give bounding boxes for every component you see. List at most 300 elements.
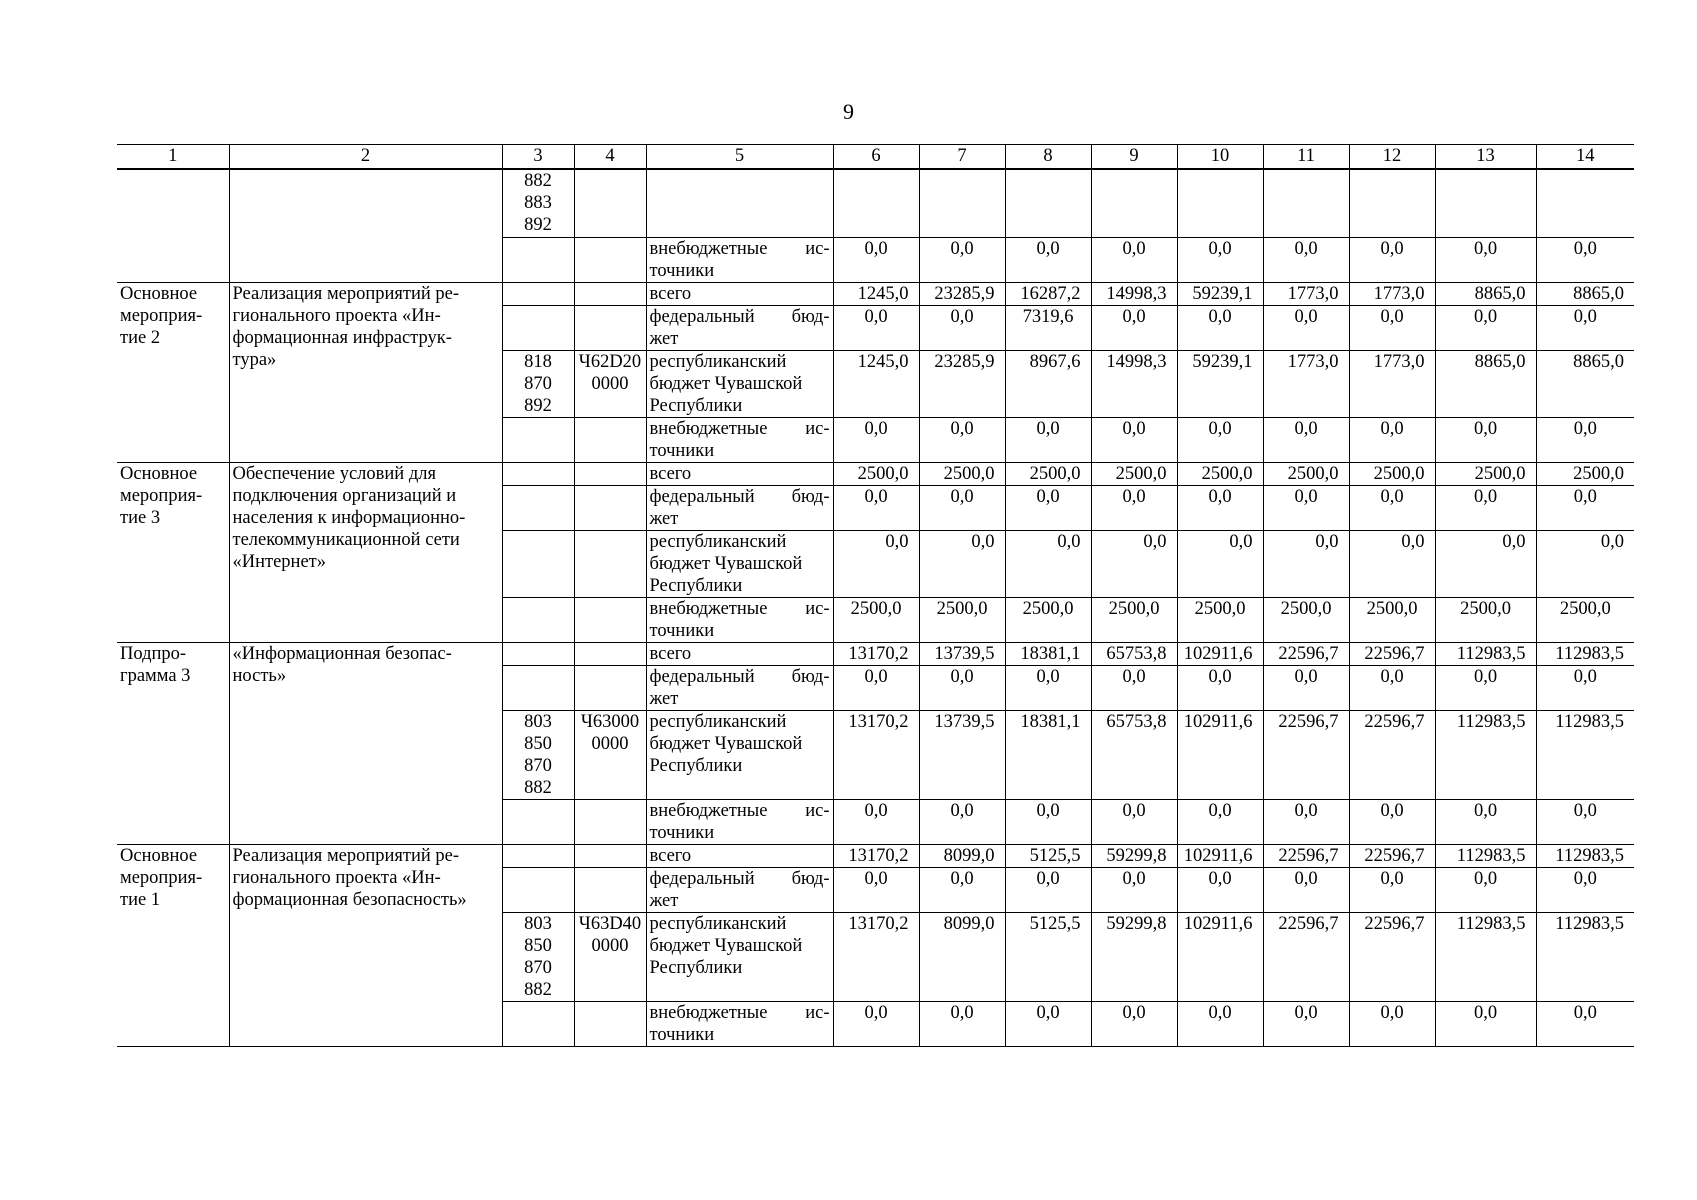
value-cell: 14998,3 bbox=[1091, 282, 1177, 305]
source-cell-vneb bbox=[646, 237, 833, 282]
empty-cell bbox=[502, 462, 574, 485]
column-header-1: 1 bbox=[117, 145, 229, 170]
value-cell: 8099,0 bbox=[919, 844, 1005, 867]
source-label-line: жет bbox=[649, 508, 679, 529]
value-cell: 0,0 bbox=[1177, 417, 1263, 462]
measure-title-line: «Интернет» bbox=[232, 551, 327, 572]
value-cell: 112983,5 bbox=[1536, 710, 1634, 799]
value-cell: 18381,1 bbox=[1005, 642, 1091, 665]
target-code bbox=[574, 350, 646, 417]
source-cell-vneb bbox=[646, 799, 833, 844]
source-label bbox=[650, 666, 830, 710]
value-cell: 0,0 bbox=[1091, 1001, 1177, 1046]
budget-codes-line: 850 bbox=[524, 733, 552, 754]
empty-cell bbox=[574, 1001, 646, 1046]
source-label-word: внебюджетные bbox=[649, 598, 768, 619]
budget-codes-line: 818 bbox=[524, 351, 552, 372]
source-cell-resp bbox=[646, 530, 833, 597]
source-label-word: бюд- bbox=[791, 486, 830, 507]
value-cell: 2500,0 bbox=[919, 462, 1005, 485]
empty-cell bbox=[574, 844, 646, 867]
source-label-line bbox=[650, 418, 830, 440]
measure-title-line: гионального проекта «Ин- bbox=[232, 867, 441, 888]
empty-cell bbox=[502, 844, 574, 867]
value-cell: 14998,3 bbox=[1091, 350, 1177, 417]
source-label-line: Республики bbox=[649, 395, 743, 416]
empty-cell bbox=[574, 642, 646, 665]
source-label-line: точники bbox=[649, 822, 715, 843]
budget-codes-line: 870 bbox=[524, 957, 552, 978]
value-cell: 0,0 bbox=[1091, 799, 1177, 844]
budget-codes-line: 850 bbox=[524, 935, 552, 956]
empty-cell bbox=[1091, 169, 1177, 237]
value-cell: 0,0 bbox=[1005, 1001, 1091, 1046]
value-cell: 0,0 bbox=[919, 485, 1005, 530]
value-cell: 0,0 bbox=[1091, 530, 1177, 597]
budget-codes-line: 883 bbox=[524, 193, 552, 213]
value-cell: 0,0 bbox=[1005, 237, 1091, 282]
value-cell: 0,0 bbox=[1091, 485, 1177, 530]
value-cell: 0,0 bbox=[1435, 799, 1536, 844]
value-cell: 2500,0 bbox=[1005, 597, 1091, 642]
source-label bbox=[650, 800, 830, 844]
value-cell: 16287,2 bbox=[1005, 282, 1091, 305]
value-cell: 1245,0 bbox=[833, 350, 919, 417]
value-cell: 0,0 bbox=[1005, 665, 1091, 710]
value-cell: 0,0 bbox=[1349, 1001, 1435, 1046]
source-label-line: точники bbox=[649, 1024, 715, 1045]
value-cell: 0,0 bbox=[1263, 237, 1349, 282]
column-header-5: 5 bbox=[646, 145, 833, 170]
value-cell: 0,0 bbox=[833, 530, 919, 597]
column-header-4: 4 bbox=[574, 145, 646, 170]
source-label-word: ис- bbox=[805, 418, 830, 439]
target-code-line: 0000 bbox=[591, 733, 629, 754]
value-cell: 2500,0 bbox=[1435, 597, 1536, 642]
measure-name-line: Основное bbox=[120, 463, 198, 484]
value-cell: 0,0 bbox=[1177, 237, 1263, 282]
measure-title bbox=[229, 462, 502, 642]
source-label-word: внебюджетные bbox=[649, 418, 768, 439]
value-cell: 112983,5 bbox=[1536, 844, 1634, 867]
source-label-word: бюд- bbox=[791, 306, 830, 327]
value-cell: 23285,9 bbox=[919, 350, 1005, 417]
source-label-line: точники bbox=[649, 260, 715, 281]
empty-cell bbox=[574, 485, 646, 530]
empty-cell bbox=[1349, 169, 1435, 237]
source-label-line bbox=[650, 306, 830, 328]
measure-title-line: формационная безопасность» bbox=[232, 889, 467, 910]
measure-name-line: мероприя- bbox=[120, 867, 203, 888]
target-code-line: Ч62D20 bbox=[578, 351, 642, 372]
budget-codes-line: 803 bbox=[524, 711, 552, 732]
measure-title bbox=[229, 282, 502, 462]
value-cell: 0,0 bbox=[1349, 237, 1435, 282]
source-label-line: жет bbox=[649, 328, 679, 349]
value-cell: 59239,1 bbox=[1177, 282, 1263, 305]
empty-cell bbox=[502, 282, 574, 305]
value-cell: 0,0 bbox=[1005, 485, 1091, 530]
empty-cell bbox=[574, 282, 646, 305]
source-label-line: жет bbox=[649, 890, 679, 911]
source-label bbox=[650, 238, 830, 282]
source-label-line: Республики bbox=[649, 957, 743, 978]
value-cell: 102911,6 bbox=[1177, 642, 1263, 665]
value-cell: 0,0 bbox=[1435, 485, 1536, 530]
source-label-line: республиканский bbox=[649, 351, 787, 372]
source-cell-vsego bbox=[646, 642, 833, 665]
measure-name-line: мероприя- bbox=[120, 305, 203, 326]
table-row bbox=[117, 282, 1634, 305]
value-cell: 2500,0 bbox=[1536, 597, 1634, 642]
value-cell: 2500,0 bbox=[1091, 597, 1177, 642]
value-cell: 0,0 bbox=[1536, 485, 1634, 530]
value-cell: 0,0 bbox=[1263, 305, 1349, 350]
measure-title bbox=[229, 844, 502, 1046]
value-cell: 2500,0 bbox=[833, 597, 919, 642]
value-cell: 102911,6 bbox=[1177, 912, 1263, 1001]
source-label-line: республиканский bbox=[649, 913, 787, 934]
budget-codes bbox=[502, 710, 574, 799]
value-cell: 0,0 bbox=[833, 417, 919, 462]
source-cell-vneb bbox=[646, 417, 833, 462]
source-label-word: федеральный bbox=[649, 306, 755, 327]
source-label-line: бюджет Чувашской bbox=[649, 373, 803, 394]
empty-cell bbox=[1005, 169, 1091, 237]
budget-codes bbox=[502, 912, 574, 1001]
value-cell: 13170,2 bbox=[833, 710, 919, 799]
value-cell: 0,0 bbox=[1177, 1001, 1263, 1046]
measure-name bbox=[117, 282, 229, 462]
source-label-word: ис- bbox=[805, 238, 830, 259]
source-cell-fed bbox=[646, 305, 833, 350]
source-label-word: ис- bbox=[805, 800, 830, 821]
measure-title-line: ность» bbox=[232, 665, 287, 686]
source-cell-fed bbox=[646, 665, 833, 710]
source-label-line: жет bbox=[649, 688, 679, 709]
value-cell: 112983,5 bbox=[1435, 642, 1536, 665]
empty-cell bbox=[574, 417, 646, 462]
empty-cell bbox=[574, 867, 646, 912]
value-cell: 0,0 bbox=[1263, 530, 1349, 597]
budget-codes bbox=[502, 169, 574, 237]
budget-codes-line: 882 bbox=[524, 171, 552, 191]
source-label bbox=[650, 418, 830, 462]
value-cell: 0,0 bbox=[919, 799, 1005, 844]
table-row bbox=[117, 169, 1634, 237]
empty-cell bbox=[1263, 169, 1349, 237]
source-label-line: Республики bbox=[649, 575, 743, 596]
budget-codes-line: 882 bbox=[524, 979, 552, 1000]
source-cell-resp bbox=[646, 912, 833, 1001]
target-code-line: Ч63000 bbox=[580, 711, 640, 732]
budget-codes-line: 882 bbox=[524, 777, 552, 798]
value-cell: 23285,9 bbox=[919, 282, 1005, 305]
measure-name bbox=[117, 642, 229, 844]
value-cell: 0,0 bbox=[1536, 1001, 1634, 1046]
source-label bbox=[650, 351, 830, 417]
target-code-line: 0000 bbox=[591, 373, 629, 394]
column-header-14: 14 bbox=[1536, 145, 1634, 170]
source-label-text: всего bbox=[649, 283, 692, 304]
source-label-word: ис- bbox=[805, 598, 830, 619]
target-code bbox=[574, 710, 646, 799]
empty-cell bbox=[229, 169, 502, 282]
value-cell: 8967,6 bbox=[1005, 350, 1091, 417]
empty-cell bbox=[1536, 169, 1634, 237]
value-cell: 0,0 bbox=[1005, 799, 1091, 844]
source-label-line bbox=[650, 666, 830, 688]
column-header-13: 13 bbox=[1435, 145, 1536, 170]
value-cell: 0,0 bbox=[919, 305, 1005, 350]
value-cell: 0,0 bbox=[1349, 305, 1435, 350]
value-cell: 0,0 bbox=[1536, 530, 1634, 597]
value-cell: 8865,0 bbox=[1435, 350, 1536, 417]
source-cell-vneb bbox=[646, 1001, 833, 1046]
source-label-word: бюд- bbox=[791, 666, 830, 687]
source-cell-vsego bbox=[646, 282, 833, 305]
target-code bbox=[574, 530, 646, 597]
source-cell-resp bbox=[646, 350, 833, 417]
measure-title-line: Реализация мероприятий ре- bbox=[232, 283, 460, 304]
column-header-12: 12 bbox=[1349, 145, 1435, 170]
source-label-word: федеральный bbox=[649, 666, 755, 687]
value-cell: 0,0 bbox=[1349, 665, 1435, 710]
value-cell: 65753,8 bbox=[1091, 642, 1177, 665]
source-label-line: бюджет Чувашской bbox=[649, 553, 803, 574]
value-cell: 0,0 bbox=[1177, 665, 1263, 710]
value-cell: 7319,6 bbox=[1005, 305, 1091, 350]
value-cell: 0,0 bbox=[1263, 417, 1349, 462]
source-label-line: точники bbox=[649, 440, 715, 461]
value-cell: 0,0 bbox=[1177, 530, 1263, 597]
empty-cell bbox=[502, 1001, 574, 1046]
measure-title-line: Обеспечение условий для bbox=[232, 463, 436, 484]
value-cell: 0,0 bbox=[919, 237, 1005, 282]
source-label-line: республиканский bbox=[649, 531, 787, 552]
source-label-word: федеральный bbox=[649, 868, 755, 889]
value-cell: 59299,8 bbox=[1091, 912, 1177, 1001]
measure-name bbox=[117, 462, 229, 642]
empty-cell bbox=[646, 169, 833, 237]
source-label bbox=[650, 643, 830, 665]
value-cell: 13170,2 bbox=[833, 642, 919, 665]
empty-cell bbox=[574, 462, 646, 485]
value-cell: 0,0 bbox=[1435, 1001, 1536, 1046]
source-label-line: точники bbox=[649, 620, 715, 641]
value-cell: 0,0 bbox=[1536, 237, 1634, 282]
value-cell: 112983,5 bbox=[1536, 642, 1634, 665]
value-cell: 0,0 bbox=[1435, 417, 1536, 462]
column-header-2: 2 bbox=[229, 145, 502, 170]
budget-codes-line: 892 bbox=[524, 215, 552, 235]
value-cell: 2500,0 bbox=[1263, 597, 1349, 642]
value-cell: 0,0 bbox=[1536, 417, 1634, 462]
value-cell: 22596,7 bbox=[1263, 710, 1349, 799]
empty-cell bbox=[117, 169, 229, 282]
value-cell: 59299,8 bbox=[1091, 844, 1177, 867]
measure-name-line: грамма 3 bbox=[120, 665, 191, 686]
value-cell: 0,0 bbox=[1435, 665, 1536, 710]
source-label bbox=[650, 598, 830, 642]
table-row bbox=[117, 844, 1634, 867]
value-cell: 0,0 bbox=[1349, 867, 1435, 912]
source-label-word: ис- bbox=[805, 1002, 830, 1023]
value-cell: 0,0 bbox=[833, 237, 919, 282]
value-cell: 0,0 bbox=[919, 417, 1005, 462]
source-label-line bbox=[650, 1002, 830, 1024]
source-label bbox=[650, 913, 830, 979]
value-cell: 13170,2 bbox=[833, 844, 919, 867]
empty-cell bbox=[1177, 169, 1263, 237]
empty-cell bbox=[574, 597, 646, 642]
value-cell: 13739,5 bbox=[919, 710, 1005, 799]
value-cell: 1773,0 bbox=[1349, 350, 1435, 417]
value-cell: 0,0 bbox=[919, 867, 1005, 912]
source-label-text: всего bbox=[649, 643, 692, 664]
source-label-line bbox=[650, 486, 830, 508]
source-label-word: внебюджетные bbox=[649, 238, 768, 259]
value-cell: 0,0 bbox=[833, 799, 919, 844]
source-label bbox=[650, 463, 830, 485]
measure-title-line: Реализация мероприятий ре- bbox=[232, 845, 460, 866]
empty-cell bbox=[919, 169, 1005, 237]
value-cell: 2500,0 bbox=[1263, 462, 1349, 485]
empty-cell bbox=[502, 642, 574, 665]
value-cell: 2500,0 bbox=[1435, 462, 1536, 485]
value-cell: 0,0 bbox=[1263, 799, 1349, 844]
source-label bbox=[650, 531, 830, 597]
value-cell: 0,0 bbox=[1536, 867, 1634, 912]
budget-codes-line: 870 bbox=[524, 755, 552, 776]
source-label bbox=[650, 868, 830, 912]
empty-cell bbox=[502, 237, 574, 282]
value-cell: 112983,5 bbox=[1435, 710, 1536, 799]
table-row bbox=[117, 642, 1634, 665]
value-cell: 65753,8 bbox=[1091, 710, 1177, 799]
empty-cell bbox=[574, 799, 646, 844]
value-cell: 0,0 bbox=[1536, 799, 1634, 844]
source-label bbox=[650, 711, 830, 777]
value-cell: 112983,5 bbox=[1435, 912, 1536, 1001]
value-cell: 2500,0 bbox=[1177, 597, 1263, 642]
value-cell: 0,0 bbox=[1349, 799, 1435, 844]
source-label-line bbox=[650, 800, 830, 822]
source-label-line bbox=[650, 238, 830, 260]
value-cell: 0,0 bbox=[1349, 530, 1435, 597]
value-cell: 0,0 bbox=[1536, 665, 1634, 710]
measure-name-line: мероприя- bbox=[120, 485, 203, 506]
value-cell: 8099,0 bbox=[919, 912, 1005, 1001]
value-cell: 8865,0 bbox=[1536, 350, 1634, 417]
source-label-word: внебюджетные bbox=[649, 1002, 768, 1023]
measure-name-line: тие 3 bbox=[120, 507, 161, 528]
value-cell: 0,0 bbox=[833, 485, 919, 530]
measure-name-line: Основное bbox=[120, 283, 198, 304]
value-cell: 0,0 bbox=[1263, 867, 1349, 912]
source-label-text: всего bbox=[649, 845, 692, 866]
empty-cell bbox=[502, 665, 574, 710]
measure-name-line: Подпро- bbox=[120, 643, 187, 664]
target-code bbox=[574, 912, 646, 1001]
source-cell-vsego bbox=[646, 462, 833, 485]
source-cell-vsego bbox=[646, 844, 833, 867]
value-cell: 0,0 bbox=[1177, 305, 1263, 350]
value-cell: 2500,0 bbox=[919, 597, 1005, 642]
budget-table bbox=[117, 144, 1634, 1047]
value-cell: 8865,0 bbox=[1536, 282, 1634, 305]
value-cell: 0,0 bbox=[833, 1001, 919, 1046]
value-cell: 0,0 bbox=[919, 665, 1005, 710]
empty-cell bbox=[502, 799, 574, 844]
value-cell: 2500,0 bbox=[1177, 462, 1263, 485]
budget-codes bbox=[502, 530, 574, 597]
value-cell: 5125,5 bbox=[1005, 844, 1091, 867]
measure-title-line: тура» bbox=[232, 349, 277, 370]
value-cell: 22596,7 bbox=[1349, 710, 1435, 799]
value-cell: 22596,7 bbox=[1349, 844, 1435, 867]
value-cell: 0,0 bbox=[1177, 799, 1263, 844]
value-cell: 112983,5 bbox=[1536, 912, 1634, 1001]
value-cell: 59239,1 bbox=[1177, 350, 1263, 417]
empty-cell bbox=[502, 597, 574, 642]
value-cell: 0,0 bbox=[1435, 530, 1536, 597]
value-cell: 2500,0 bbox=[1349, 462, 1435, 485]
value-cell: 0,0 bbox=[1177, 485, 1263, 530]
column-header-7: 7 bbox=[919, 145, 1005, 170]
measure-title-line: населения к информационно- bbox=[232, 507, 466, 528]
value-cell: 0,0 bbox=[1005, 417, 1091, 462]
value-cell: 0,0 bbox=[1091, 665, 1177, 710]
value-cell: 2500,0 bbox=[1536, 462, 1634, 485]
budget-codes-line: 870 bbox=[524, 373, 552, 394]
value-cell: 22596,7 bbox=[1263, 912, 1349, 1001]
table-row bbox=[117, 462, 1634, 485]
column-header-10: 10 bbox=[1177, 145, 1263, 170]
value-cell: 112983,5 bbox=[1435, 844, 1536, 867]
empty-cell bbox=[574, 665, 646, 710]
source-label bbox=[650, 283, 830, 305]
value-cell: 0,0 bbox=[1263, 665, 1349, 710]
measure-title-line: подключения организаций и bbox=[232, 485, 457, 506]
page-number: 9 bbox=[843, 99, 854, 124]
value-cell: 0,0 bbox=[1091, 867, 1177, 912]
source-label-line: бюджет Чувашской bbox=[649, 733, 803, 754]
column-header-3: 3 bbox=[502, 145, 574, 170]
value-cell: 2500,0 bbox=[1349, 597, 1435, 642]
source-cell-resp bbox=[646, 710, 833, 799]
empty-cell bbox=[1435, 169, 1536, 237]
measure-name bbox=[117, 844, 229, 1046]
empty-cell bbox=[502, 305, 574, 350]
value-cell: 13739,5 bbox=[919, 642, 1005, 665]
value-cell: 0,0 bbox=[1536, 305, 1634, 350]
value-cell: 18381,1 bbox=[1005, 710, 1091, 799]
value-cell: 2500,0 bbox=[1091, 462, 1177, 485]
value-cell: 0,0 bbox=[1435, 305, 1536, 350]
value-cell: 5125,5 bbox=[1005, 912, 1091, 1001]
source-label-line: бюджет Чувашской bbox=[649, 935, 803, 956]
budget-codes-line: 803 bbox=[524, 913, 552, 934]
value-cell: 0,0 bbox=[919, 530, 1005, 597]
column-header-11: 11 bbox=[1263, 145, 1349, 170]
source-label bbox=[650, 1002, 830, 1046]
value-cell: 0,0 bbox=[1005, 530, 1091, 597]
measure-title-line: телекоммуникационной сети bbox=[232, 529, 460, 550]
source-label bbox=[650, 845, 830, 867]
measure-name-line: тие 2 bbox=[120, 327, 161, 348]
source-label-line: Республики bbox=[649, 755, 743, 776]
